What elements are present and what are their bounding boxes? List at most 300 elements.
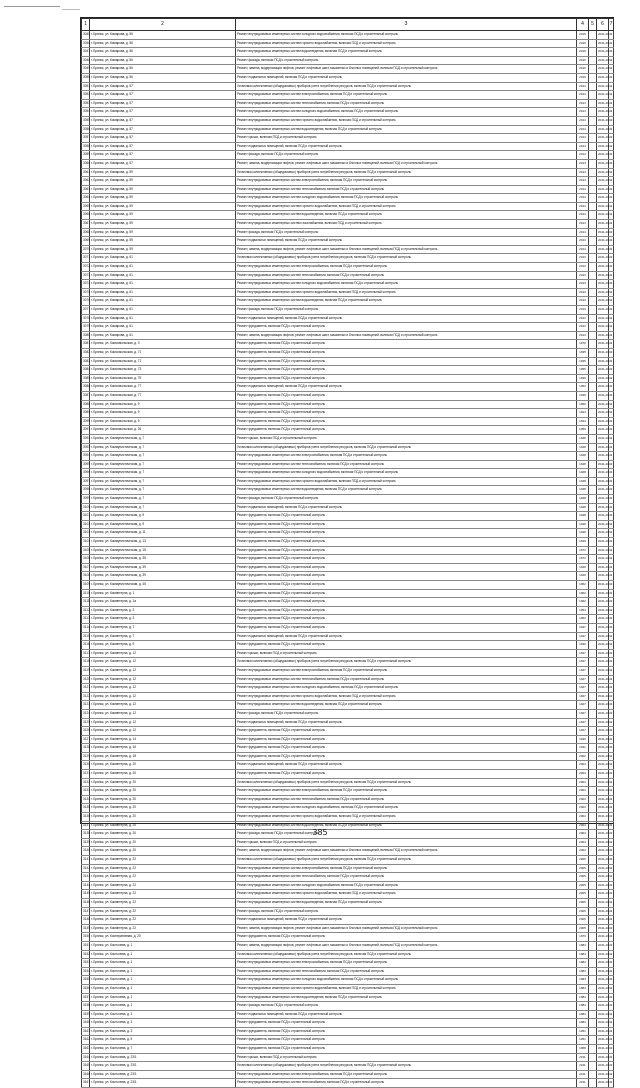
address-cell: г. Брянск, ул. Комарова, д. 57	[90, 108, 236, 117]
period-cell: 2041-2043	[597, 967, 609, 976]
row-number: 3141	[82, 856, 90, 865]
table-row	[82, 434, 614, 443]
address-cell: г. Брянск, ул. Комарова, д. 61	[90, 288, 236, 297]
work-type-cell: Ремонт фундамента, включая ПСД и строительный контроль	[236, 933, 577, 942]
table-row	[82, 1019, 614, 1028]
extra-cell	[589, 675, 597, 684]
extra-cell	[589, 658, 597, 667]
table-row	[82, 744, 614, 753]
year-cell: 1948	[577, 512, 589, 521]
extra-cell	[589, 623, 597, 632]
table-row	[82, 666, 614, 675]
table-row	[82, 563, 614, 572]
year-cell: 2014	[577, 159, 589, 168]
year-cell: 2005	[577, 907, 589, 916]
row-number: 3136	[82, 813, 90, 822]
table-row	[82, 48, 614, 57]
period-cell: 2041-2043	[597, 1053, 609, 1062]
table-row	[82, 1010, 614, 1019]
address-cell: г. Брянск, ул. Костычева, д. 1	[90, 959, 236, 968]
table-row	[82, 151, 614, 160]
table-row	[82, 581, 614, 590]
period-cell: 2041-2043	[597, 804, 609, 813]
year-cell: 1962	[577, 589, 589, 598]
address-cell: г. Брянск, ул. Коминтерна, д. 9	[90, 641, 236, 650]
extra-cell	[589, 1079, 597, 1088]
period-cell: 2041-2043	[597, 520, 609, 529]
work-type-cell: Установка коллективных (общедомовых) приборов учета потребления ресурсов, включая ПСД и строительный контроль	[236, 1062, 577, 1071]
work-type-cell: Ремонт фасада, включая ПСД и строительный контроль	[236, 306, 577, 315]
column-header: 1	[82, 19, 90, 31]
year-cell: 1948	[577, 460, 589, 469]
row-number: 3085	[82, 374, 90, 383]
row-number: 3057	[82, 134, 90, 143]
period-cell: 2041-2043	[597, 91, 609, 100]
address-cell: г. Брянск, ул. Коммунистическая, д. 7	[90, 452, 236, 461]
address-cell: г. Брянск, ул. Костычева, д. 1	[90, 976, 236, 985]
address-cell: г. Брянск, ул. Костычева, д. 7	[90, 1045, 236, 1054]
extra-cell	[589, 56, 597, 65]
extra-cell	[589, 976, 597, 985]
year-cell: 2013	[577, 263, 589, 272]
work-type-cell: Ремонт внутридомовых инженерных систем теплоснабжения, включая ПСД и строительный контроль	[236, 675, 577, 684]
work-type-cell: Ремонт фундамента, включая ПСД и строительный контроль	[236, 727, 577, 736]
address-cell: г. Брянск, ул. Коммунистическая, д. 7	[90, 434, 236, 443]
period-cell: 2041-2043	[597, 718, 609, 727]
period-cell: 2041-2043	[597, 641, 609, 650]
extra-cell	[589, 48, 597, 57]
address-cell: г. Брянск, ул. Коммунистическая, д. 35	[90, 555, 236, 564]
period-cell: 2041-2043	[597, 598, 609, 607]
row-number: 3161	[82, 1027, 90, 1036]
row-number: 3099	[82, 495, 90, 504]
period-cell: 2041-2043	[597, 615, 609, 624]
address-cell: г. Брянск, ул. Коммунистическая, д. 39	[90, 572, 236, 581]
address-cell: г. Брянск, ул. Комарова, д. 59	[90, 211, 236, 220]
extra-cell	[589, 770, 597, 779]
address-cell: г. Брянск, ул. Коммунистическая, д. 9	[90, 520, 236, 529]
row-number: 3068	[82, 228, 90, 237]
row-number: 3062	[82, 177, 90, 186]
table-row	[82, 477, 614, 486]
year-cell: 2014	[577, 108, 589, 117]
year-cell: 1927	[577, 658, 589, 667]
row-number: 3149	[82, 924, 90, 933]
year-cell: 2014	[577, 91, 589, 100]
year-cell: 1948	[577, 477, 589, 486]
extra-cell	[589, 950, 597, 959]
extra-cell	[589, 254, 597, 263]
period-cell: 2041-2043	[597, 288, 609, 297]
year-cell: 1927	[577, 666, 589, 675]
address-cell: г. Брянск, ул. Костычева, д. 23/1	[90, 1062, 236, 1071]
work-type-cell: Ремонт внутридомовых инженерных систем горячего водоснабжения, включая ПСД и строительный контроль	[236, 288, 577, 297]
address-cell: г. Брянск, ул. Костычева, д. 1	[90, 967, 236, 976]
table-row	[82, 220, 614, 229]
year-cell: 1984	[577, 950, 589, 959]
row-number: 3138	[82, 830, 90, 839]
work-type-cell: Ремонт внутридомовых инженерных систем электроснабжения, включая ПСД и строительный контроль	[236, 1070, 577, 1079]
period-cell: 2041-2043	[597, 340, 609, 349]
table-row	[82, 374, 614, 383]
period-cell: 2041-2043	[597, 168, 609, 177]
extra-cell	[589, 151, 597, 160]
period-cell: 2041-2043	[597, 469, 609, 478]
year-cell: 2004	[577, 795, 589, 804]
work-type-cell: Ремонт внутридомовых инженерных систем холодного водоснабжения, включая ПСД и строительный контроль	[236, 881, 577, 890]
address-cell: г. Брянск, ул. Комсомольская, д. 77	[90, 383, 236, 392]
extra-cell	[589, 520, 597, 529]
row-number: 3163	[82, 1045, 90, 1054]
row-number: 3049	[82, 65, 90, 74]
work-type-cell: Ремонт внутридомовых инженерных систем водоотведения, включая ПСД и строительный контроль	[236, 125, 577, 134]
table-row	[82, 735, 614, 744]
table-row	[82, 185, 614, 194]
table-row	[82, 417, 614, 426]
work-type-cell: Ремонт крыши, включая ПСД и строительный контроль	[236, 838, 577, 847]
work-type-cell: Ремонт подвальных помещений, включая ПСД и строительный контроль	[236, 237, 577, 246]
period-cell: 2041-2043	[597, 890, 609, 899]
table-row	[82, 288, 614, 297]
address-cell: г. Брянск, ул. Комсомольская, д. 3	[90, 340, 236, 349]
extra-cell	[589, 469, 597, 478]
table-row	[82, 56, 614, 65]
row-number: 3118	[82, 658, 90, 667]
extra-cell	[589, 323, 597, 332]
table-row	[82, 271, 614, 280]
work-type-cell: Ремонт фундамента, включая ПСД и строительный контроль	[236, 374, 577, 383]
row-number: 3097	[82, 477, 90, 486]
work-type-cell: Ремонт внутридомовых инженерных систем теплоснабжения, включая ПСД и строительный контроль	[236, 271, 577, 280]
year-cell: 2004	[577, 847, 589, 856]
work-type-cell: Ремонт подвальных помещений, включая ПСД и строительный контроль	[236, 503, 577, 512]
address-cell: г. Брянск, ул. Коминтерна, д. 12	[90, 658, 236, 667]
row-number: 3054	[82, 108, 90, 117]
row-number: 3148	[82, 916, 90, 925]
extra-cell	[589, 486, 597, 495]
work-type-cell: Ремонт фундамента, включая ПСД и строительный контроль	[236, 400, 577, 409]
extra-cell	[589, 374, 597, 383]
period-cell: 2041-2043	[597, 606, 609, 615]
period-cell: 2041-2043	[597, 838, 609, 847]
period-cell: 2041-2043	[597, 306, 609, 315]
table-row	[82, 813, 614, 822]
period-cell: 2041-2043	[597, 434, 609, 443]
table-row	[82, 211, 614, 220]
year-cell: 1935	[577, 348, 589, 357]
year-cell: 1955	[577, 366, 589, 375]
extra-cell	[589, 967, 597, 976]
work-type-cell: Ремонт фундамента, включая ПСД и строительный контроль	[236, 366, 577, 375]
address-cell: г. Брянск, ул. Коммунистическая, д. 7	[90, 503, 236, 512]
period-cell: 2041-2043	[597, 56, 609, 65]
work-type-cell: Ремонт внутридомовых инженерных систем горячего водоснабжения, включая ПСД и строительный контроль	[236, 39, 577, 48]
extra-cell	[589, 856, 597, 865]
work-type-cell: Ремонт внутридомовых инженерных систем холодного водоснабжения, включая ПСД и строительный контроль	[236, 804, 577, 813]
row-number: 3067	[82, 220, 90, 229]
scan-mark	[62, 9, 80, 10]
table-row	[82, 73, 614, 82]
year-cell: 1924	[577, 417, 589, 426]
period-cell: 2041-2043	[597, 856, 609, 865]
year-cell: 2013	[577, 297, 589, 306]
period-cell: 2041-2043	[597, 48, 609, 57]
work-type-cell: Ремонт крыши, включая ПСД и строительный контроль	[236, 649, 577, 658]
address-cell: г. Брянск, ул. Комарова, д. 57	[90, 91, 236, 100]
address-cell: г. Брянск, ул. Костычева, д. 1	[90, 984, 236, 993]
table-row	[82, 658, 614, 667]
work-type-cell: Ремонт внутридомовых инженерных систем теплоснабжения, включая ПСД и строительный контроль	[236, 1079, 577, 1088]
extra-cell	[589, 185, 597, 194]
row-number: 3082	[82, 348, 90, 357]
table-row	[82, 31, 614, 40]
address-cell: г. Брянск, ул. Комсомольская, д. 9	[90, 400, 236, 409]
work-type-cell: Установка коллективных (общедомовых) приборов учета потребления ресурсов, включая ПСД и строительный контроль	[236, 443, 577, 452]
year-cell: 2005	[577, 916, 589, 925]
work-type-cell: Ремонт внутридомовых инженерных систем электроснабжения, включая ПСД и строительный контроль	[236, 91, 577, 100]
row-number: 3104	[82, 538, 90, 547]
work-type-cell: Ремонт фундамента, включая ПСД и строительный контроль	[236, 598, 577, 607]
work-type-cell: Ремонт, замена, модернизация лифтов, ремонт лифтовых шахт, машинных и блочных помещений, включая ПСД и строительный контроль	[236, 331, 577, 340]
address-cell: г. Брянск, ул. Комарова, д. 61	[90, 331, 236, 340]
period-cell: 2041-2043	[597, 589, 609, 598]
table-row	[82, 761, 614, 770]
period-cell: 2041-2043	[597, 151, 609, 160]
extra-cell	[589, 168, 597, 177]
extra-cell	[589, 503, 597, 512]
year-cell: 1984	[577, 1019, 589, 1028]
row-number: 3106	[82, 555, 90, 564]
row-number: 3147	[82, 907, 90, 916]
work-type-cell: Ремонт внутридомовых инженерных систем холодного водоснабжения, включая ПСД и строительный контроль	[236, 31, 577, 40]
row-number: 3052	[82, 91, 90, 100]
period-cell: 2041-2043	[597, 675, 609, 684]
extra-cell	[589, 993, 597, 1002]
period-cell: 2041-2043	[597, 366, 609, 375]
table-row	[82, 1027, 614, 1036]
address-cell: г. Брянск, ул. Коммунистическая, д. 7	[90, 495, 236, 504]
address-cell: г. Брянск, ул. Коминтерна, д. 1а	[90, 598, 236, 607]
row-number: 3111	[82, 598, 90, 607]
table-row	[82, 426, 614, 435]
address-cell: г. Брянск, ул. Комарова, д. 57	[90, 134, 236, 143]
work-type-cell: Ремонт фундамента, включая ПСД и строительный контроль	[236, 538, 577, 547]
period-cell: 2041-2043	[597, 400, 609, 409]
period-cell: 2041-2043	[597, 512, 609, 521]
work-type-cell: Ремонт внутридомовых инженерных систем водоотведения, включая ПСД и строительный контроль	[236, 993, 577, 1002]
row-number: 3053	[82, 99, 90, 108]
work-type-cell: Ремонт внутридомовых инженерных систем теплоснабжения, включая ПСД и строительный контроль	[236, 873, 577, 882]
work-type-cell: Ремонт внутридомовых инженерных систем горячего водоснабжения, включая ПСД и строительный контроль	[236, 984, 577, 993]
period-cell: 2041-2043	[597, 211, 609, 220]
year-cell: 1948	[577, 443, 589, 452]
row-number: 3105	[82, 546, 90, 555]
address-cell: г. Брянск, ул. Комарова, д. 56	[90, 56, 236, 65]
year-cell: 2014	[577, 99, 589, 108]
year-cell: 1927	[577, 727, 589, 736]
extra-cell	[589, 1027, 597, 1036]
address-cell: г. Брянск, ул. Коминтерна, д. 20	[90, 804, 236, 813]
table-row	[82, 804, 614, 813]
year-cell: 1927	[577, 701, 589, 710]
period-cell: 2041-2043	[597, 778, 609, 787]
table-row	[82, 623, 614, 632]
period-cell: 2041-2043	[597, 116, 609, 125]
row-number: 3134	[82, 795, 90, 804]
period-cell: 2041-2043	[597, 563, 609, 572]
extra-cell	[589, 391, 597, 400]
year-cell: 2013	[577, 306, 589, 315]
period-cell: 2041-2043	[597, 701, 609, 710]
table-row	[82, 1053, 614, 1062]
work-type-cell: Ремонт внутридомовых инженерных систем водоотведения, включая ПСД и строительный контроль	[236, 486, 577, 495]
year-cell: 2004	[577, 821, 589, 830]
row-number: 3139	[82, 838, 90, 847]
extra-cell	[589, 907, 597, 916]
table-row	[82, 1002, 614, 1011]
period-cell: 2041-2043	[597, 323, 609, 332]
extra-cell	[589, 271, 597, 280]
row-number: 3114	[82, 623, 90, 632]
period-cell: 2041-2043	[597, 202, 609, 211]
extra-cell	[589, 684, 597, 693]
period-cell: 2041-2043	[597, 821, 609, 830]
row-number: 3073	[82, 271, 90, 280]
row-number: 3117	[82, 649, 90, 658]
extra-cell	[589, 581, 597, 590]
work-type-cell: Ремонт внутридомовых инженерных систем теплоснабжения, включая ПСД и строительный контроль	[236, 99, 577, 108]
address-cell: г. Брянск, ул. Комарова, д. 59	[90, 202, 236, 211]
period-cell: 2041-2043	[597, 1045, 609, 1054]
year-cell: 2004	[577, 804, 589, 813]
extra-cell	[589, 82, 597, 91]
extra-cell	[589, 838, 597, 847]
table-row	[82, 65, 614, 74]
work-type-cell: Ремонт фундамента, включая ПСД и строительный контроль	[236, 323, 577, 332]
address-cell: г. Брянск, ул. Костычева, д. 1	[90, 941, 236, 950]
period-cell: 2041-2043	[597, 744, 609, 753]
row-number: 3150	[82, 933, 90, 942]
table-row	[82, 469, 614, 478]
work-type-cell: Ремонт фундамента, включая ПСД и строительный контроль	[236, 348, 577, 357]
year-cell: 1927	[577, 649, 589, 658]
year-cell: 2016	[577, 56, 589, 65]
year-cell: 2005	[577, 856, 589, 865]
row-number: 3083	[82, 357, 90, 366]
period-cell: 2041-2043	[597, 374, 609, 383]
extra-cell	[589, 813, 597, 822]
extra-cell	[589, 512, 597, 521]
period-cell: 2041-2043	[597, 907, 609, 916]
address-cell: г. Брянск, ул. Комарова, д. 61	[90, 280, 236, 289]
extra-cell	[589, 1062, 597, 1071]
row-number: 3047	[82, 48, 90, 57]
period-cell: 2041-2043	[597, 108, 609, 117]
year-cell: 2014	[577, 228, 589, 237]
row-number: 3124	[82, 709, 90, 718]
extra-cell	[589, 538, 597, 547]
year-cell: 1951	[577, 1036, 589, 1045]
table-row	[82, 134, 614, 143]
period-cell: 2041-2043	[597, 727, 609, 736]
period-cell: 2041-2043	[597, 99, 609, 108]
period-cell: 2041-2043	[597, 684, 609, 693]
year-cell: 2005	[577, 881, 589, 890]
extra-cell	[589, 331, 597, 340]
row-number: 3092	[82, 434, 90, 443]
period-cell: 2041-2043	[597, 159, 609, 168]
table-row	[82, 890, 614, 899]
work-type-cell: Ремонт крыши, включая ПСД и строительный контроль	[236, 134, 577, 143]
period-cell: 2041-2043	[597, 82, 609, 91]
table-row	[82, 984, 614, 993]
work-type-cell: Ремонт фундамента, включая ПСД и строительный контроль	[236, 555, 577, 564]
extra-cell	[589, 263, 597, 272]
row-number: 3144	[82, 881, 90, 890]
address-cell: г. Брянск, ул. Комарова, д. 59	[90, 228, 236, 237]
table-row	[82, 91, 614, 100]
extra-cell	[589, 177, 597, 186]
year-cell: 1936	[577, 391, 589, 400]
extra-cell	[589, 890, 597, 899]
table-row	[82, 297, 614, 306]
table-row	[82, 391, 614, 400]
work-type-cell: Установка коллективных (общедомовых) приборов учета потребления ресурсов, включая ПСД и строительный контроль	[236, 950, 577, 959]
address-cell: г. Брянск, ул. Комарова, д. 61	[90, 323, 236, 332]
work-type-cell: Ремонт фундамента, включая ПСД и строительный контроль	[236, 735, 577, 744]
address-cell: г. Брянск, ул. Костычева, д. 1	[90, 1019, 236, 1028]
table-row	[82, 847, 614, 856]
period-cell: 2041-2043	[597, 959, 609, 968]
work-type-cell: Ремонт фасада, включая ПСД и строительный контроль	[236, 228, 577, 237]
table-row	[82, 959, 614, 968]
table-row	[82, 718, 614, 727]
extra-cell	[589, 666, 597, 675]
extra-cell	[589, 202, 597, 211]
year-cell: 1931	[577, 744, 589, 753]
table-row	[82, 684, 614, 693]
table-row	[82, 898, 614, 907]
address-cell: г. Брянск, ул. Комарова, д. 59	[90, 185, 236, 194]
work-type-cell: Ремонт, замена, модернизация лифтов, ремонт лифтовых шахт, машинных и блочных помещений, включая ПСД и строительный контроль	[236, 924, 577, 933]
extra-cell	[589, 804, 597, 813]
address-cell: г. Брянск, ул. Комарова, д. 56	[90, 39, 236, 48]
table-row	[82, 520, 614, 529]
period-cell: 2041-2043	[597, 228, 609, 237]
table-row	[82, 572, 614, 581]
row-number: 3091	[82, 426, 90, 435]
address-cell: г. Брянск, ул. Коминтерна, д. 20	[90, 838, 236, 847]
row-number: 3093	[82, 443, 90, 452]
extra-cell	[589, 142, 597, 151]
year-cell: 1984	[577, 984, 589, 993]
extra-cell	[589, 916, 597, 925]
column-header: 5	[589, 19, 597, 31]
row-number: 3059	[82, 151, 90, 160]
work-type-cell: Ремонт внутридомовых инженерных систем водоотведения, включая ПСД и строительный контроль	[236, 211, 577, 220]
period-cell: 2041-2043	[597, 39, 609, 48]
address-cell: г. Брянск, ул. Коммунистическая, д. 11	[90, 529, 236, 538]
period-cell: 2041-2043	[597, 1002, 609, 1011]
work-type-cell: Ремонт внутридомовых инженерных систем теплоснабжения, включая ПСД и строительный контроль	[236, 967, 577, 976]
address-cell: г. Брянск, ул. Комарова, д. 59	[90, 237, 236, 246]
year-cell: 2014	[577, 194, 589, 203]
period-cell: 2041-2043	[597, 770, 609, 779]
row-number: 3048	[82, 56, 90, 65]
work-type-cell: Ремонт внутридомовых инженерных систем холодного водоснабжения, включая ПСД и строительный контроль	[236, 684, 577, 693]
work-type-cell: Ремонт фасада, включая ПСД и строительный контроль	[236, 1002, 577, 1011]
work-type-cell: Ремонт фундамента, включая ПСД и строительный контроль	[236, 1019, 577, 1028]
